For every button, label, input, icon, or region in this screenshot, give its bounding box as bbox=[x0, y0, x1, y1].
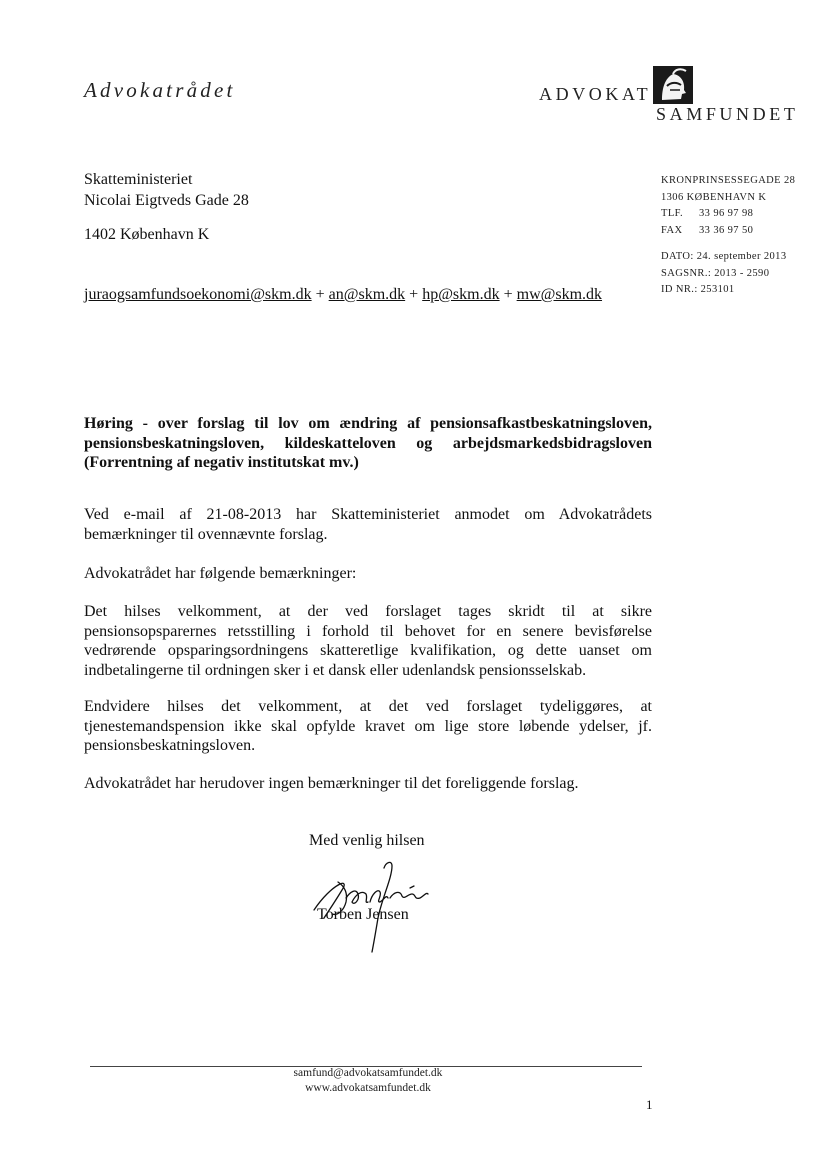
email-separator: + bbox=[503, 286, 513, 303]
letter-subject bbox=[84, 414, 652, 473]
body-line: Ved e-mail af 21-08-2013 har Skatteministeriet anmodet om Advokatrådets bbox=[84, 506, 652, 523]
body-line: Endvidere hilses det velkomment, at det ved forslaget tydeliggøres, at bbox=[84, 698, 652, 715]
body-paragraph-3 bbox=[84, 602, 652, 680]
body-line: indbetalingerne til ordningen sker i et dansk eller udenlandsk pensionsselskab. bbox=[84, 661, 587, 679]
recipient-name: Skatteministeriet bbox=[84, 171, 193, 188]
recipient-street: Nicolai Eigtveds Gade 28 bbox=[84, 192, 249, 209]
body-line: Det hilses velkomment, at der ved forslaget tages skridt til at sikre bbox=[84, 603, 652, 620]
signer-name: Torben Jensen bbox=[317, 906, 409, 923]
knight-helmet-icon bbox=[653, 66, 693, 104]
id-number: ID NR.: 253101 bbox=[661, 284, 735, 295]
body-paragraph-2 bbox=[84, 564, 652, 584]
email-link-jura[interactable]: juraogsamfundsoekonomi@skm.dk bbox=[84, 286, 312, 303]
subject-line: pensionsbeskatningsloven, kildeskatteloven og arbejdsmarkedsbidragsloven bbox=[84, 434, 652, 452]
sender-postcode: 1306 KØBENHAVN K bbox=[661, 191, 767, 203]
brand-name-advokatraadet: Advokatrådet bbox=[84, 78, 236, 102]
body-line: vedrørende opsparingsordningens skatteretlige kvalifikation, og dette uanset om bbox=[84, 642, 652, 659]
fax-number: 33 36 97 50 bbox=[699, 224, 754, 236]
case-number: SAGSNR.: 2013 - 2590 bbox=[661, 267, 770, 279]
page-number: 1 bbox=[646, 1097, 653, 1112]
body-paragraph-5 bbox=[84, 774, 652, 794]
body-paragraph-1 bbox=[84, 505, 652, 544]
sender-street: KRONPRINSESSEGADE 28 bbox=[661, 175, 796, 186]
sender-fax-row bbox=[661, 223, 795, 240]
sender-phone-row bbox=[661, 206, 795, 223]
body-line: pensionsopsparernes retsstilling i forhold til behovet for en senere bevisførelse bbox=[84, 622, 652, 640]
subject-line: (Forrentning af negativ institutskat mv.) bbox=[84, 454, 359, 471]
email-link-an[interactable]: an@skm.dk bbox=[328, 286, 406, 303]
fax-label: FAX bbox=[661, 224, 683, 236]
sender-info-block bbox=[661, 173, 795, 299]
phone-label: TLF. bbox=[661, 208, 684, 219]
letter-date: DATO: 24. september 2013 bbox=[661, 251, 787, 262]
phone-number: 33 96 97 98 bbox=[699, 208, 754, 219]
recipient-city: 1402 København K bbox=[84, 226, 210, 243]
email-separator: + bbox=[315, 286, 325, 303]
footer-website[interactable]: www.advokatsamfundet.dk bbox=[305, 1082, 431, 1094]
logo-text-advokat: ADVOKAT bbox=[539, 84, 652, 104]
footer-email[interactable]: samfund@advokatsamfundet.dk bbox=[293, 1067, 443, 1079]
body-line: Advokatrådet har følgende bemærkninger: bbox=[84, 565, 357, 582]
logo-text-samfundet: SAMFUNDET bbox=[656, 104, 799, 124]
email-link-hp[interactable]: hp@skm.dk bbox=[422, 286, 500, 303]
recipient-address bbox=[84, 169, 249, 245]
recipient-emails bbox=[84, 286, 602, 304]
email-separator: + bbox=[409, 286, 419, 303]
body-line: tjenestemandspension ikke skal opfylde kravet om lige store løbende ydelser, jf. bbox=[84, 717, 652, 735]
subject-line: Høring - over forslag til lov om ændring af pensionsafkastbeskatningsloven, bbox=[84, 415, 652, 432]
body-line: pensionsbeskatningsloven. bbox=[84, 737, 256, 754]
body-line: Advokatrådet har herudover ingen bemærkninger til det foreliggende forslag. bbox=[84, 775, 579, 792]
email-link-mw[interactable]: mw@skm.dk bbox=[516, 286, 603, 303]
closing-greeting: Med venlig hilsen bbox=[309, 832, 425, 849]
body-line: bemærkninger til ovennævnte forslag. bbox=[84, 525, 328, 543]
body-paragraph-4 bbox=[84, 697, 652, 756]
